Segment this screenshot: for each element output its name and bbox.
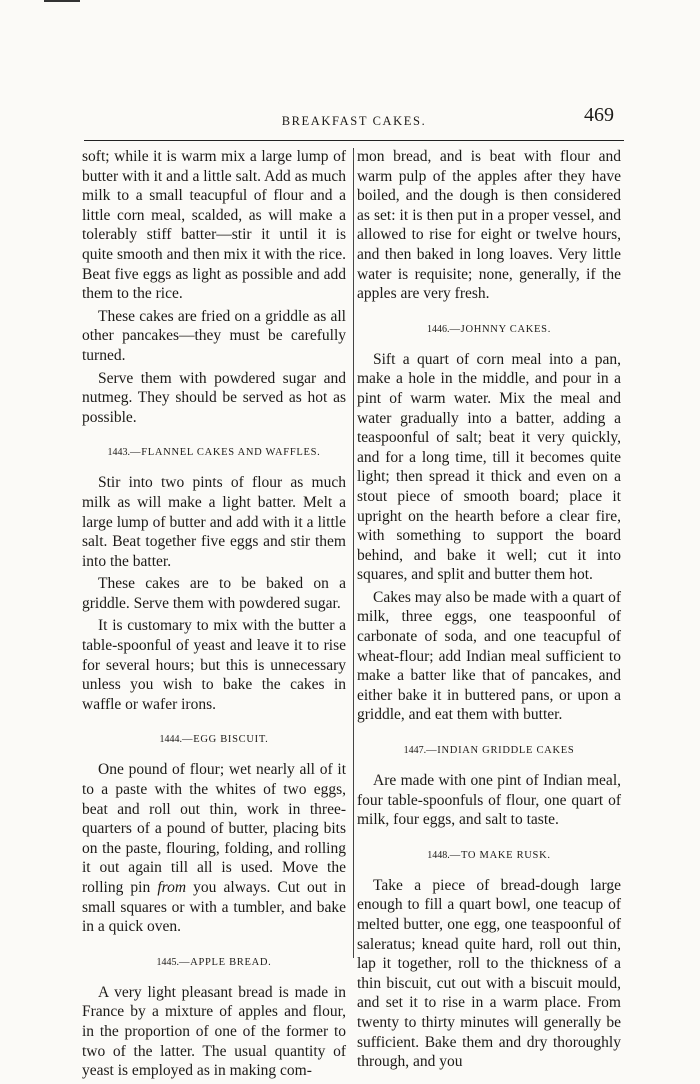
recipe-heading-1443 <box>82 446 346 460</box>
recipe-heading-1448 <box>357 849 621 863</box>
corner-mark <box>44 0 80 2</box>
header-rule <box>84 140 624 141</box>
paragraph: It is customary to mix with the butter a table-spoonful of yeast and leave it to rise for several hours; but this is unnecessary unless you wish to bake the cakes in waffle or wafer irons. <box>82 617 346 713</box>
paragraph: Sift a quart of corn meal into a pan, make a hole in the middle, and pour in a pint of warm water. Mix the meal and water gradually into a batter, adding a teaspoonful of salt; beat it very quickly, and for a long time, till it becomes quite light; then spread it thick and even on a stout piece of smooth board; place it upright on the hearth before a clear fire, with something to support the board behind, and bake it well; cut it into squares, and split and butter them hot. <box>357 350 621 584</box>
running-title: BREAKFAST CAKES. <box>281 114 427 128</box>
paragraph: Stir into two pints of flour as much milk as will make a light batter. Melt a large lump of butter and add with it a little salt. Beat together five eggs and stir them into the batter. <box>82 474 346 570</box>
paragraph: mon bread, and is beat with flour and warm pulp of the apples after they have boiled, and the dough is then considered as set: it is then put in a proper vessel, and allowed to rise for eight or twelve hours, and then baked in long loaves. Very little water is requisite; none, generally, if the apples are very fresh. <box>357 148 621 303</box>
column-divider <box>353 148 354 958</box>
text-run: One pound of flour; wet nearly all of it to a paste with the whites of two eggs, beat and roll out thin, work in three-quarters of a pound of butter, placing bits on the paste, flouring, folding, and rolling it out again till all is used. Move the rolling pin <box>82 761 346 896</box>
paragraph: soft; while it is warm mix a large lump of butter with it and a little salt. Add as much milk to a small teacupful of flour and a little corn meal, scalded, as will make a tolerably stiff batter—stir it until it is quite smooth and then mix it with the rice. Beat five eggs as light as possible and add them to the rice. <box>82 148 346 303</box>
recipe-title: —INDIAN GRIDDLE CAKES <box>426 745 575 757</box>
emphasis: from <box>157 879 187 896</box>
paragraph: These cakes are to be baked on a griddle. Serve them with powdered sugar. <box>82 575 346 612</box>
text-run: you always. Cut out in small squares or with a tumbler, and bake in a quick oven. <box>82 879 346 936</box>
recipe-number: 1448. <box>427 849 450 861</box>
recipe-title: —TO MAKE RUSK. <box>449 849 551 861</box>
paragraph <box>82 760 346 936</box>
page-number: 469 <box>584 104 614 126</box>
right-column <box>357 147 621 1075</box>
recipe-heading-1446 <box>357 323 621 337</box>
paragraph: These cakes are fried on a griddle as all other pancakes—they must be carefully turned. <box>82 307 346 364</box>
paragraph: Cakes may also be made with a quart of milk, three eggs, one teaspoonful of carbonate of soda, and one teacupful of wheat-flour; add Indian meal sufficient to make a batter like that of pancakes, and either bake it in buttered pans, or upon a griddle, and eat them with butter. <box>357 588 621 724</box>
recipe-number: 1445. <box>156 956 179 968</box>
recipe-number: 1447. <box>403 745 427 757</box>
recipe-number: 1443. <box>107 447 131 459</box>
recipe-title: —JOHNNY CAKES. <box>449 323 552 335</box>
recipe-title: —EGG BISCUIT. <box>182 734 269 746</box>
recipe-title: —APPLE BREAD. <box>178 956 272 968</box>
recipe-number: 1444. <box>159 734 182 746</box>
recipe-heading-1445 <box>82 956 346 970</box>
recipe-heading-1444 <box>82 733 346 747</box>
paragraph: Take a piece of bread-dough large enough to fill a quart bowl, one teacup of melted butter, one egg, one teaspoonful of saleratus; knead quite hard, roll out thin, lap it together, roll to the thickness of a thin biscuit, cut out with a biscuit mould, and set it to rise in a warm place. From twenty to thirty minutes will generally be sufficient. Bake them and dry thoroughly through, and you <box>357 876 621 1071</box>
paragraph: Are made with one pint of Indian meal, four table-spoonfuls of flour, one quart of milk, four eggs, and salt to taste. <box>357 772 621 829</box>
recipe-title: —FLANNEL CAKES AND WAFFLES. <box>130 447 321 459</box>
paragraph: A very light pleasant bread is made in France by a mixture of apples and flour, in the proportion of one of the former to two of the latter. The usual quantity of yeast is employed as in making com- <box>82 983 346 1080</box>
recipe-heading-1447 <box>357 744 621 758</box>
recipe-number: 1446. <box>426 323 450 335</box>
paragraph: Serve them with powdered sugar and nutmeg. They should be served as hot as possible. <box>82 369 346 426</box>
left-column <box>82 147 346 1084</box>
running-head <box>84 104 624 144</box>
